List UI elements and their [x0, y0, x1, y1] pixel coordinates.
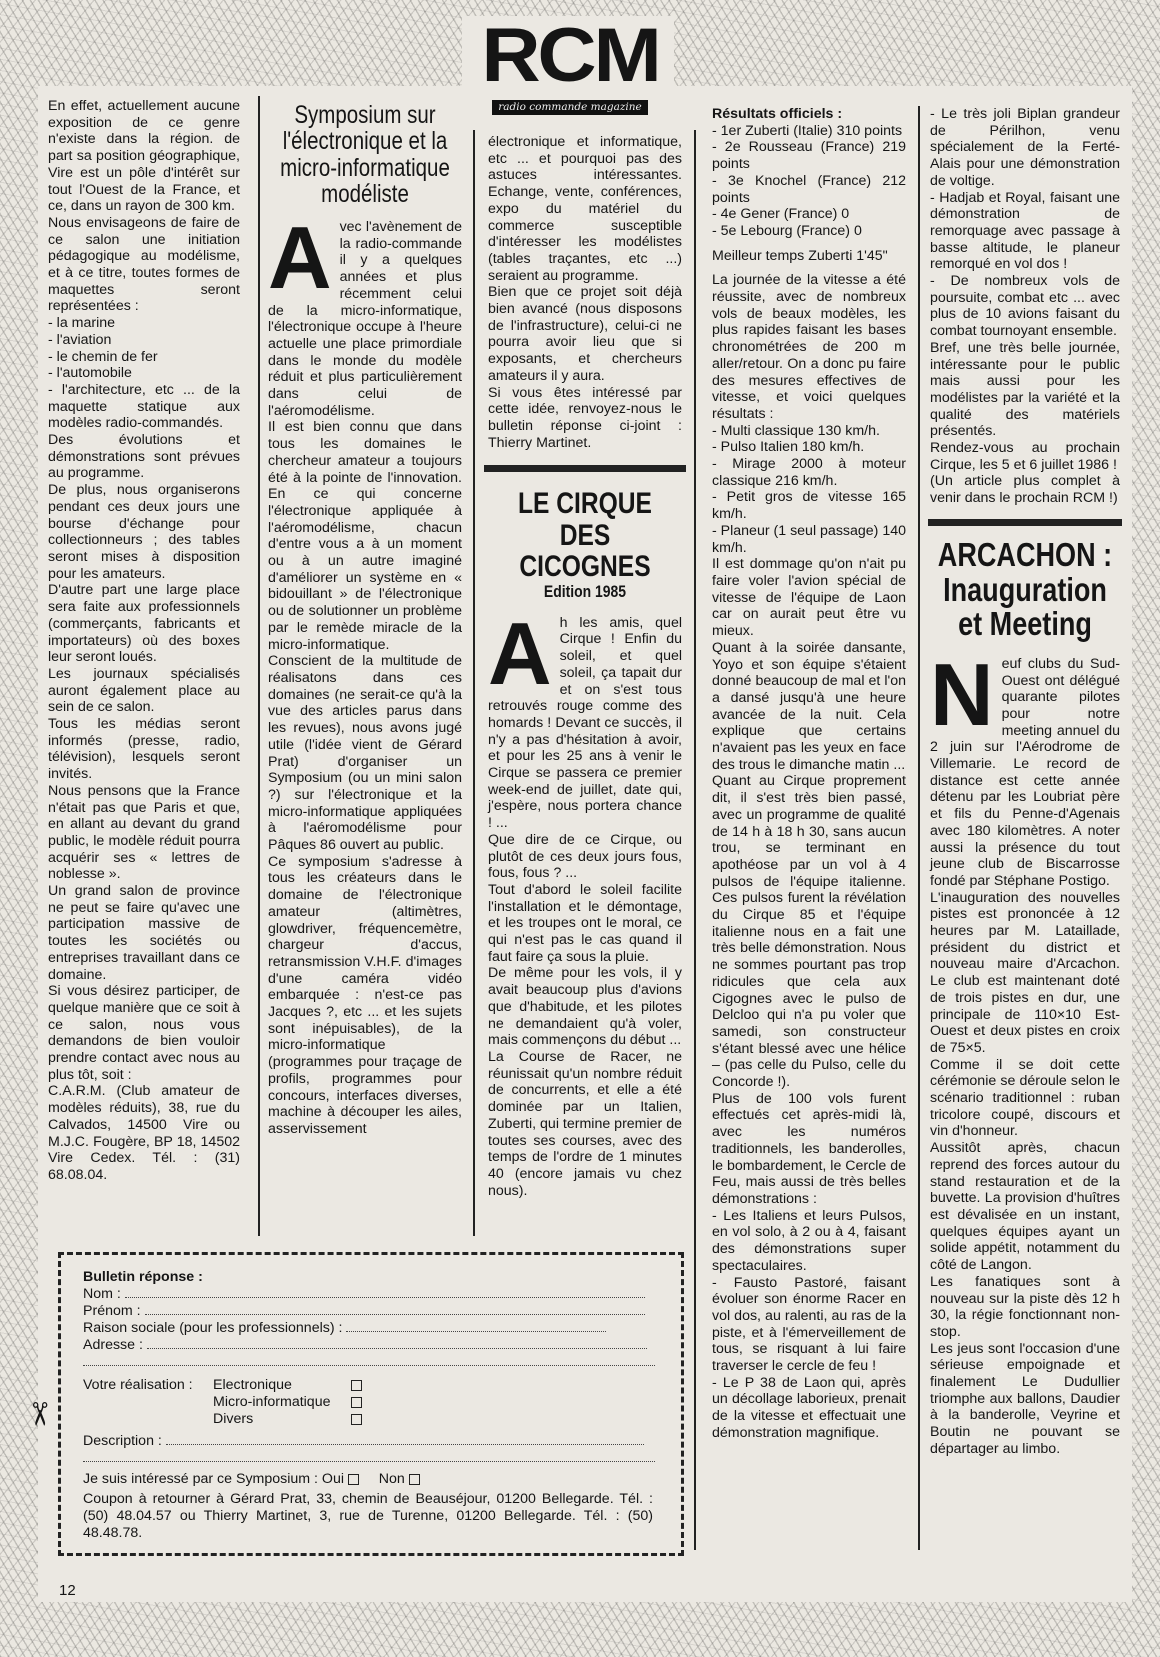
article-paragraph: De même pour les vols, il y avait beaucoup plus d'avions que d'habitude, et les pilotes ne demandaient qu'à voler, mais commençons du début ...: [488, 965, 682, 1049]
article-paragraph: Que dire de ce Cirque, ou plutôt de ces deux jours fous, fous, fous ? ...: [488, 831, 682, 882]
article-paragraph: Les fanatiques sont à nouveau sur la piste dès 12 h 30, la régie fonctionnant non-stop.: [930, 1273, 1120, 1340]
article-paragraph: Nous pensons que la France n'était pas que Paris et que, en allant au devant du grand public, le modèle réduit pourra acquérir ses « lettres de noblesse ».: [48, 782, 240, 883]
article-paragraph: - l'architecture, etc ... de la maquette statique aux modèles radio-commandés.: [48, 381, 240, 432]
option-micro-informatique-label: Micro-informatique: [213, 1394, 331, 1410]
results-title: Résultats officiels :: [712, 106, 843, 122]
cirque-lead: h les amis, quel Cirque ! Enfin du soleil, et quel soleil, ça tapait dur et on s'est tous retrouvés rouge comme des homards ! Devant ce succès, il n'y a pas d'hésitation à avoir, et pour les 25 ans à venir le Cirque se passera ce premier week-end de juillet, date qui, j'espère, nous portera chance ! ...: [488, 614, 682, 832]
article-paragraph: - la marine: [48, 315, 116, 332]
raison-sociale-field[interactable]: [83, 1320, 606, 1337]
checkbox-oui[interactable]: [348, 1474, 359, 1485]
nom-field[interactable]: [83, 1286, 645, 1303]
adresse-line-2[interactable]: [83, 1354, 655, 1371]
result-line: - 1er Zuberti (Italie) 310 points: [712, 122, 903, 139]
description-field[interactable]: [83, 1433, 644, 1450]
article-paragraph: Tous les médias seront informés (presse, radio, télévision), lesquels seront invités.: [48, 716, 240, 783]
article-paragraph: - Le très joli Biplan grandeur de Périlhon, venu spécialement de la Ferté-Alais pour une démonstration de voltige.: [930, 106, 1120, 189]
symposium-lead: vec l'avènement de la radio-commande il y a quelques années et plus récemment celui de la micro-informatique, l'électronique occupe à l'heure actuelle une place primordiale dans le monde du modèle réduit et plus particulièrement dans celui de l'aéromodélisme.: [268, 219, 462, 419]
checkbox-electronique[interactable]: [351, 1380, 362, 1391]
article-paragraph: En effet, actuellement aucune exposition de ce genre n'existe dans la région. de part sa position géographique, Vire est un pôle d'intérêt sur tout l'Ouest de la France, et ce, dans un rayon de 300 km.: [48, 98, 240, 215]
option-micro-informatique[interactable]: [213, 1394, 362, 1411]
adresse-field[interactable]: [83, 1337, 647, 1354]
arcachon-lead: euf clubs du Sud-Ouest ont délégué quarante pilotes pour notre meeting annuel du 2 juin sur l'Aérodrome de Villemarie. Le record de distance est cette année détenu par les Loubriat père et fils du Penne-d'Agenais avec 180 kilomètres. A noter aussi la présence du tout jeune club de Biscarrosse fondé par Stéphane Postigo.: [930, 655, 1120, 889]
article-paragraph: Un grand salon de province ne peut se faire qu'avec une participation massive de toutes les sociétés ou entreprises travaillant dans ce domaine.: [48, 883, 240, 983]
description-line-2[interactable]: [83, 1450, 655, 1467]
prenom-label: Prénom :: [83, 1303, 141, 1319]
article-paragraph: Rendez-vous au prochain Cirque, les 5 et 6 juillet 1986 !: [930, 440, 1120, 473]
scissors-icon: ✂: [21, 1400, 58, 1428]
article-paragraph: Conscient de la multitude de réalisatons dans ces domaines (ne serait-ce qu'à la vue des articles parus dans les revues), nous avons jugé utile (l'idée vient de Gérard Prat) d'organiser un Symposium (ou un mini salon ?) sur l'électronique et la micro-informatique appliquées à l'aéromodélisme pour Pâques 86 ouvert au public.: [268, 653, 462, 854]
article-paragraph: - Petit gros de vitesse 165 km/h.: [712, 489, 906, 523]
arcachon-headline: ARCACHON : Inauguration et Meeting: [937, 535, 1113, 643]
column-2: [268, 98, 462, 1138]
page-number: 12: [55, 1582, 80, 1599]
article-paragraph: Plus de 100 vols furent effectués cet après-midi là, avec les numéros traditionnels, les banderolles, le bombardement, le Cercle de Feu, mais aussi de très belles démonstrations :: [712, 1090, 906, 1207]
article-paragraph: - Multi classique 130 km/h.: [712, 422, 880, 439]
option-electronique-label: Electronique: [213, 1377, 292, 1393]
article-paragraph: - l'automobile: [48, 365, 132, 382]
article-paragraph: - Hadjab et Royal, faisant une démonstration de remorquage avec passage à basse altitude, le planeur remorqué en vol dos !: [930, 189, 1120, 273]
interest-label: Je suis intéressé par ce Symposium : Oui: [83, 1471, 344, 1487]
article-paragraph: Nous envisageons de faire de ce salon une initiation pédagogique au modélisme, et à ce titre, toutes formes de maquettes seront représentées :: [48, 214, 240, 315]
article-paragraph: - Fausto Pastoré, faisant évoluer son énorme Racer en vol dos, au ralenti, au ras de la piste, et à l'émerveillement de tous, se risquant à lui faire traverser le cercle de feu !: [712, 1274, 906, 1375]
best-time: Meilleur temps Zuberti 1'45": [712, 247, 888, 264]
result-line: - 4e Gener (France) 0: [712, 206, 850, 223]
article-paragraph: - Pulso Italien 180 km/h.: [712, 439, 865, 456]
article-paragraph: - le chemin de fer: [48, 348, 158, 365]
article-paragraph: La Course de Racer, ne réunissait qu'un nombre réduit de concurrents, et elle a été dominée par un Italien, Zuberti, qui termine premier de toutes ses courses, avec des temps de l'ordre de 1 minutes 40 (encore jamais vu chez nous).: [488, 1048, 682, 1199]
article-paragraph: Il est bien connu que dans tous les domaines le chercheur amateur a toujours été à la pointe de l'innovation. En ce qui concerne l'électronique appliquée à l'aéromodélisme, chacun d'entre vous a à un moment ou à un autre imaginé d'améliorer un système en « bidouillant » de l'électronique ou de solutionner un problème par le remède miracle de la micro-informatique.: [268, 419, 462, 653]
article-paragraph: Si vous désirez participer, de quelque manière que ce soit à ce salon, nous vous demandons de bien vouloir prendre contact avec nous au plus tôt, soit :: [48, 983, 240, 1083]
article-paragraph: - Planeur (1 seul passage) 140 km/h.: [712, 522, 907, 556]
article-paragraph: Quant au Cirque proprement dit, il s'est très bien passé, avec un programme de qualité de 14 h à 18 h 30, sans aucun trou, se terminant en apothéose par un vol à 4 pulsos de l'équipe italienne. Ces pulsos furent la révélation du Cirque 85 et l'équipe italienne nous en a fait une très belle démonstration. Nous ne sommes pourtant pas trop ridicules que cela aux Cigognes avec le pulso de Delcloo qui n'a pu voler que samedi, son constructeur s'étant blessé avec une hélice – (pas celle du Pulso, celle du Concorde !).: [712, 773, 906, 1091]
article-paragraph: - Mirage 2000 à moteur classique 216 km/h.: [712, 456, 906, 489]
article-paragraph: Si vous êtes intéressé par cette idée, renvoyez-nous le bulletin réponse ci-joint : Thierry Martinet.: [488, 384, 682, 451]
column-rule: [258, 96, 260, 1236]
article-paragraph: Des évolutions et démonstrations sont prévues au programme.: [48, 432, 240, 482]
prenom-field[interactable]: [83, 1303, 645, 1320]
column-rule: [694, 130, 696, 1550]
result-line: - 2e Rousseau (France) 219 points: [712, 139, 906, 173]
column-1: [48, 98, 240, 1184]
article-paragraph: Comme il se doit cette cérémonie se déroule selon le scénario traditionnel : ruban tricolore coupé, discours et vin d'honneur.: [930, 1056, 1120, 1140]
article-paragraph: De plus, nous organiserons pendant ces deux jours une bourse d'échange pour collectionneurs ; des tables seront mises à disposition pour les amateurs.: [48, 482, 240, 582]
non-label: Non: [378, 1471, 405, 1487]
option-divers[interactable]: [213, 1411, 362, 1428]
article-paragraph: - Le P 38 de Laon qui, après un décollage laborieux, prenait de la vitesse et effectuait une démonstration magnifique.: [712, 1374, 906, 1441]
article-paragraph: - l'aviation: [48, 331, 112, 348]
section-rule: [928, 519, 1122, 526]
article-paragraph: - Les Italiens et leurs Pulsos, en vol solo, à 2 ou à 4, faisant des démonstrations super spectaculaires.: [712, 1207, 906, 1274]
article-paragraph: Ce symposium s'adresse à tous les créateurs dans le domaine de l'électronique amateur (altimètres, glowdriver, fréquencemètre, chargeur d'accus, retransmission V.H.F. d'images d'une caméra vidéo embarquée : n'est-ce pas Jacques ?, etc ... et les sujets sont inépuisables), de la micro-informatique (programmes pour traçage de profils, programmes pour concours, interfaces diverses, machine à découper les ailes, asservissement: [268, 853, 462, 1137]
article-paragraph: (Un article plus complet à venir dans le prochain RCM !): [930, 473, 1120, 507]
symposium-dropcap: A: [268, 208, 332, 307]
bulletin-reponse-form: [58, 1252, 684, 1556]
article-paragraph: - De nombreux vols de poursuite, combat etc ... avec plus de 10 avions faisant du combat tournoyant ensemble.: [930, 273, 1120, 340]
column-4: [712, 106, 906, 1442]
masthead-tagline: radio commande magazine: [492, 100, 648, 115]
symposium-headline: Symposium sur l'électronique et la micro-informatique modéliste: [280, 101, 450, 208]
result-line: - 3e Knochel (France) 212 points: [712, 172, 906, 206]
column-rule: [473, 130, 475, 1236]
article-paragraph: Quant à la soirée dansante, Yoyo et son équipe s'étaient donné beaucoup de mal et l'on a dansé jusqu'à une heure avancée de la nuit. Cela explique que certains n'avaient pas les yeux en face des trous le dimanche matin ...: [712, 639, 906, 773]
cirque-headline: LE CIRQUE DES CICOGNES: [518, 487, 652, 584]
cirque-subhead: Edition 1985: [543, 581, 627, 601]
arcachon-dropcap: N: [930, 644, 994, 744]
raison-sociale-label: Raison sociale (pour les professionnels) :: [83, 1320, 343, 1336]
column-5: [930, 106, 1120, 1458]
article-paragraph: Bien que ce projet soit déjà bien avancé (nous disposons de l'infrastructure), celui-ci ne pourra avoir lieu que si exposants, et chercheurs amateurs il y aura.: [488, 284, 682, 384]
article-paragraph: C.A.R.M. (Club amateur de modèles réduits), 38, rue du Calvados, 14500 Vire ou M.J.C. Fougère, BP 18, 14502 Vire Cedex. Tél. : (31) 68.08.04.: [48, 1083, 240, 1183]
checkbox-divers[interactable]: [351, 1414, 362, 1425]
cirque-dropcap: A: [488, 603, 552, 703]
nom-label: Nom :: [83, 1286, 121, 1302]
option-divers-label: Divers: [213, 1411, 254, 1427]
checkbox-micro-informatique[interactable]: [351, 1397, 362, 1408]
interest-row: [83, 1471, 420, 1488]
article-paragraph: Les jeus sont l'occasion d'une sérieuse empoignade et finalement Le Dudullier triomphe aux ballons, Daudier à la banderolle, Veyrine et Boutin ne pouvant se départager au limbo.: [930, 1340, 1120, 1457]
form-title: Bulletin réponse :: [83, 1269, 203, 1285]
article-paragraph: Il est dommage qu'on n'ait pu faire voler l'avion spécial de vitesse de l'équipe de Laon car on aurait peut être vu mieux.: [712, 556, 906, 640]
article-paragraph: Bref, une très belle journée, intéressante pour le public mais aussi pour les modélistes par la variété et la qualité des matériels présentés.: [930, 339, 1120, 440]
checkbox-non[interactable]: [409, 1474, 420, 1485]
article-paragraph: D'autre part une large place sera faite aux professionnels (commerçants, fabricants et importateurs) où des boxes leur seront loués.: [48, 582, 240, 666]
rcm-logo: RCM: [481, 13, 659, 98]
article-paragraph: Tout d'abord le soleil facilite l'installation et le démontage, et les troupes ont le moral, ce qui n'est pas le cas quand il faut faire ça sous la pluie.: [488, 881, 682, 965]
column-3: [488, 134, 682, 1199]
option-electronique[interactable]: [213, 1377, 362, 1394]
article-paragraph: électronique et informatique, etc ... et pourquoi pas des astuces intéressantes. Echange, vente, conférences, expo du matériel du commerce susceptible d'intéresser les modélistes (tables traçantes, etc ...) seraient au programme.: [488, 134, 682, 284]
article-paragraph: La journée de la vitesse a été réussite, avec de nombreux vols de beaux modèles, les plus rapides faisant les bases chronométrées de 200 m aller/retour. On a donc pu faire des mesures effectives de vitesse, et voici quelques résultats :: [712, 272, 906, 422]
adresse-label: Adresse :: [83, 1337, 143, 1353]
column-rule: [918, 106, 920, 1550]
section-rule: [484, 465, 686, 472]
article-paragraph: L'inauguration des nouvelles pistes est prononcée à 12 heures par M. Lataillade, président du district et nouveau maire d'Arcachon. Le club est maintenant doté de trois pistes en dur, une principale de 110×10 Est-Ouest et deux pistes en croix de 75×5.: [930, 889, 1120, 1056]
result-line: - 5e Lebourg (France) 0: [712, 222, 862, 239]
article-paragraph: Les journaux spécialisés auront également place au sein de ce salon.: [48, 665, 240, 716]
votre-realisation-label: Votre réalisation :: [83, 1377, 193, 1393]
description-label: Description :: [83, 1433, 162, 1449]
article-paragraph: Aussitôt après, chacun reprend des forces autour du stand restauration et de la buvette. La provision d'huîtres est dévalisée en un instant, quelques équipes ayant un solide appétit, notamment du côté de Langon.: [930, 1140, 1120, 1274]
coupon-address: Coupon à retourner à Gérard Prat, 33, chemin de Beauséjour, 01200 Bellegarde. Tél. : (50) 48.04.57 ou Thierry Martinet, 3, rue de Turenne, 01200 Bellegarde. Tél. : (50) 48.48.78.: [83, 1491, 653, 1541]
